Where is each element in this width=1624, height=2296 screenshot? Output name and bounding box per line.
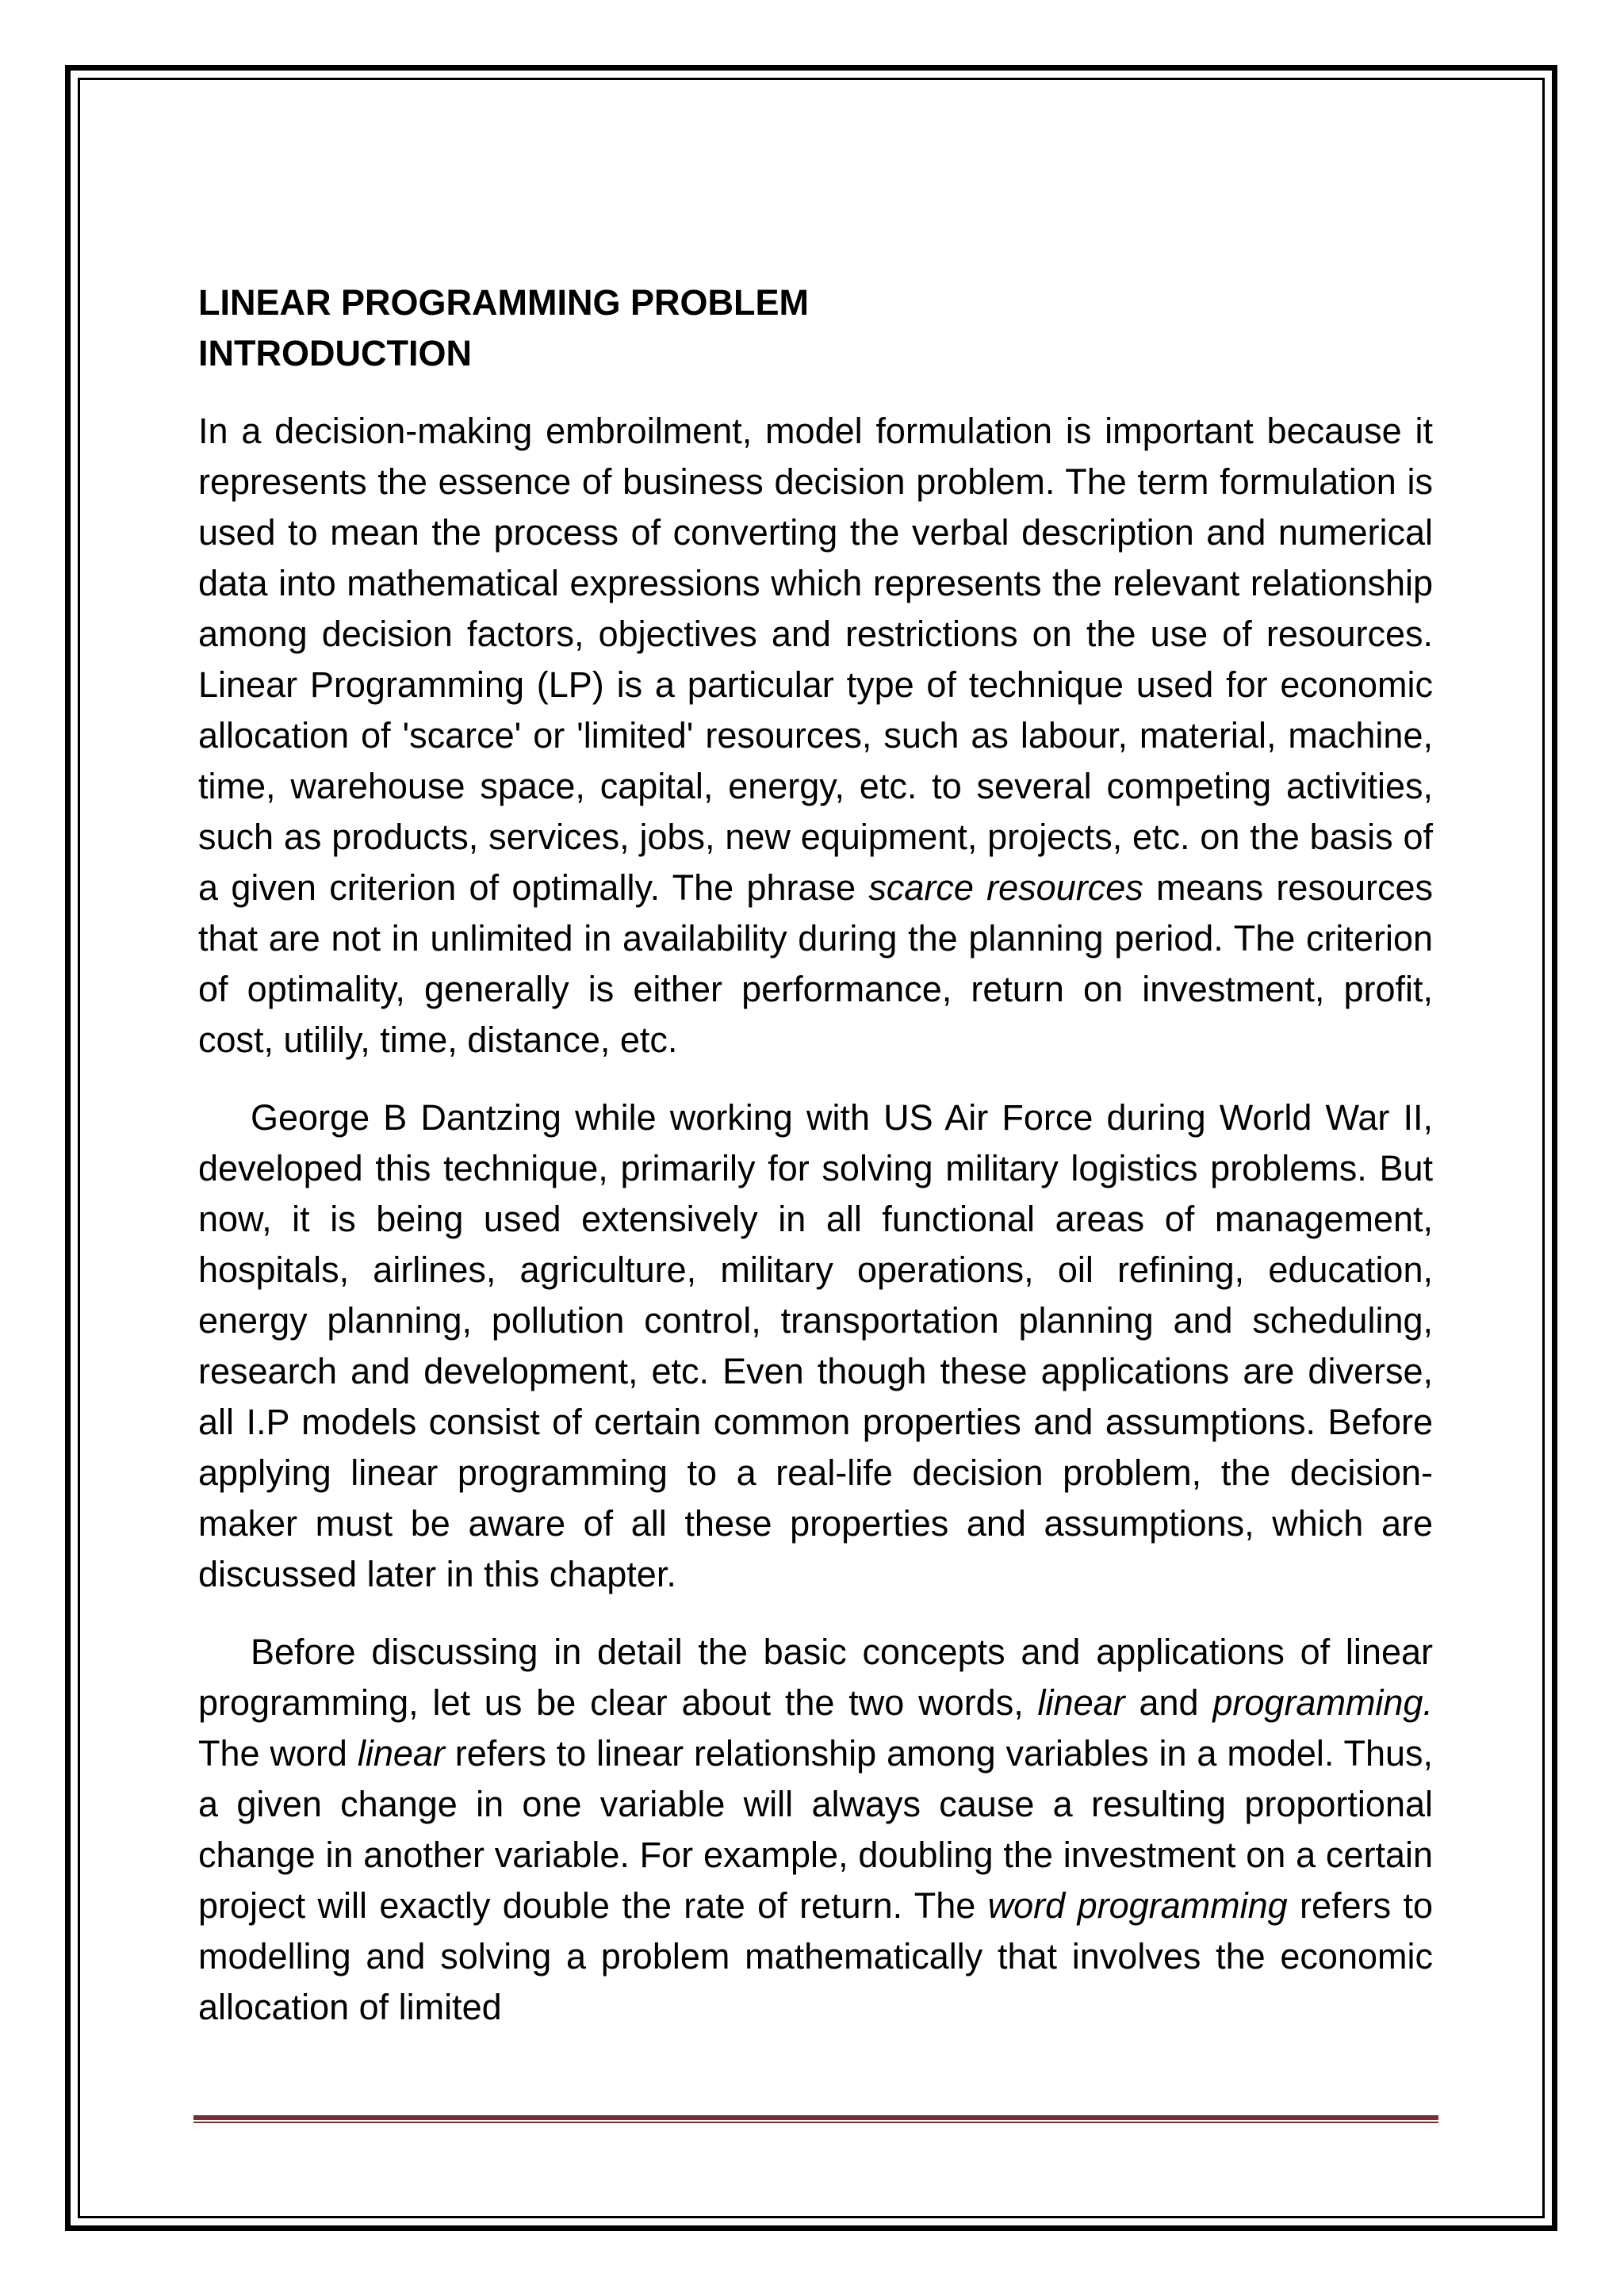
paragraph-3-emphasis-2: programming. (1212, 1682, 1433, 1723)
paragraph-3-emphasis-4: word programming (987, 1885, 1288, 1926)
paragraph-3-text-c: The word (198, 1733, 358, 1774)
paragraph-3-emphasis-3: linear (357, 1733, 445, 1774)
footer-rule (193, 2115, 1438, 2124)
paragraph-3-text-e: refers to modelling and solving a problem mathematically that involves the economic allocation of limited (198, 1885, 1434, 2027)
footer-rule-thin (193, 2122, 1438, 2123)
paragraph-1-emphasis: scarce resources (868, 867, 1143, 908)
paragraph-1-text-b: means resources that are not in unlimited in availability during the planning period. The criterion of optimality, generally is either performance, return on investment, profit, cost, utilily, time, distance, etc. (198, 867, 1433, 1060)
paragraph-1 (198, 406, 1433, 1066)
paragraph-3-emphasis-1: linear (1037, 1682, 1125, 1723)
paragraph-3-text-b: and (1124, 1682, 1213, 1723)
section-heading: INTRODUCTION (198, 333, 472, 373)
paragraph-1-text-a: In a decision-making embroilment, model formulation is important because it represents the essence of business decision problem. The term formulation is used to mean the process of converting the verbal description and numerical data into mathematical expressions which represents the relevant relationship among decision factors, objectives and restrictions on the use of resources. Linear Programming (LP) is a particular type of technique used for economic allocation of 'scarce' or 'limited' resources, such as labour, material, machine, time, warehouse space, capital, energy, etc. to several competing activities, such as products, services, jobs, new equipment, projects, etc. on the basis of a given criterion of optimally. The phrase (198, 411, 1433, 908)
footer-rule-thick (193, 2115, 1438, 2120)
paragraph-3-text-a: Before discussing in detail the basic concepts and applications of linear programming, let us be clear about the two words, (198, 1632, 1433, 1723)
paragraph-3-text-d: refers to linear relationship among variables in a model. Thus, a given change in one variable will always cause a resulting proportional change in another variable. For example, doubling the investment on a certain project will exactly double the rate of return. The (198, 1733, 1433, 1926)
document-title: LINEAR PROGRAMMING PROBLEM (198, 282, 809, 323)
paragraph-3 (198, 1627, 1433, 2033)
document-body (198, 277, 1433, 2033)
paragraph-2: George B Dantzing while working with US Air Force during World War II, developed this technique, primarily for solving military logistics problems. But now, it is being used extensively in all functional areas of management, hospitals, airlines, agriculture, military operations, oil refining, education, energy planning, pollution control, transportation planning and scheduling, research and development, etc. Even though these applications are diverse, all I.P models consist of certain common properties and assumptions. Before applying linear programming to a real-life decision problem, the decision-maker must be aware of all these properties and assumptions, which are discussed later in this chapter. (198, 1097, 1433, 1594)
